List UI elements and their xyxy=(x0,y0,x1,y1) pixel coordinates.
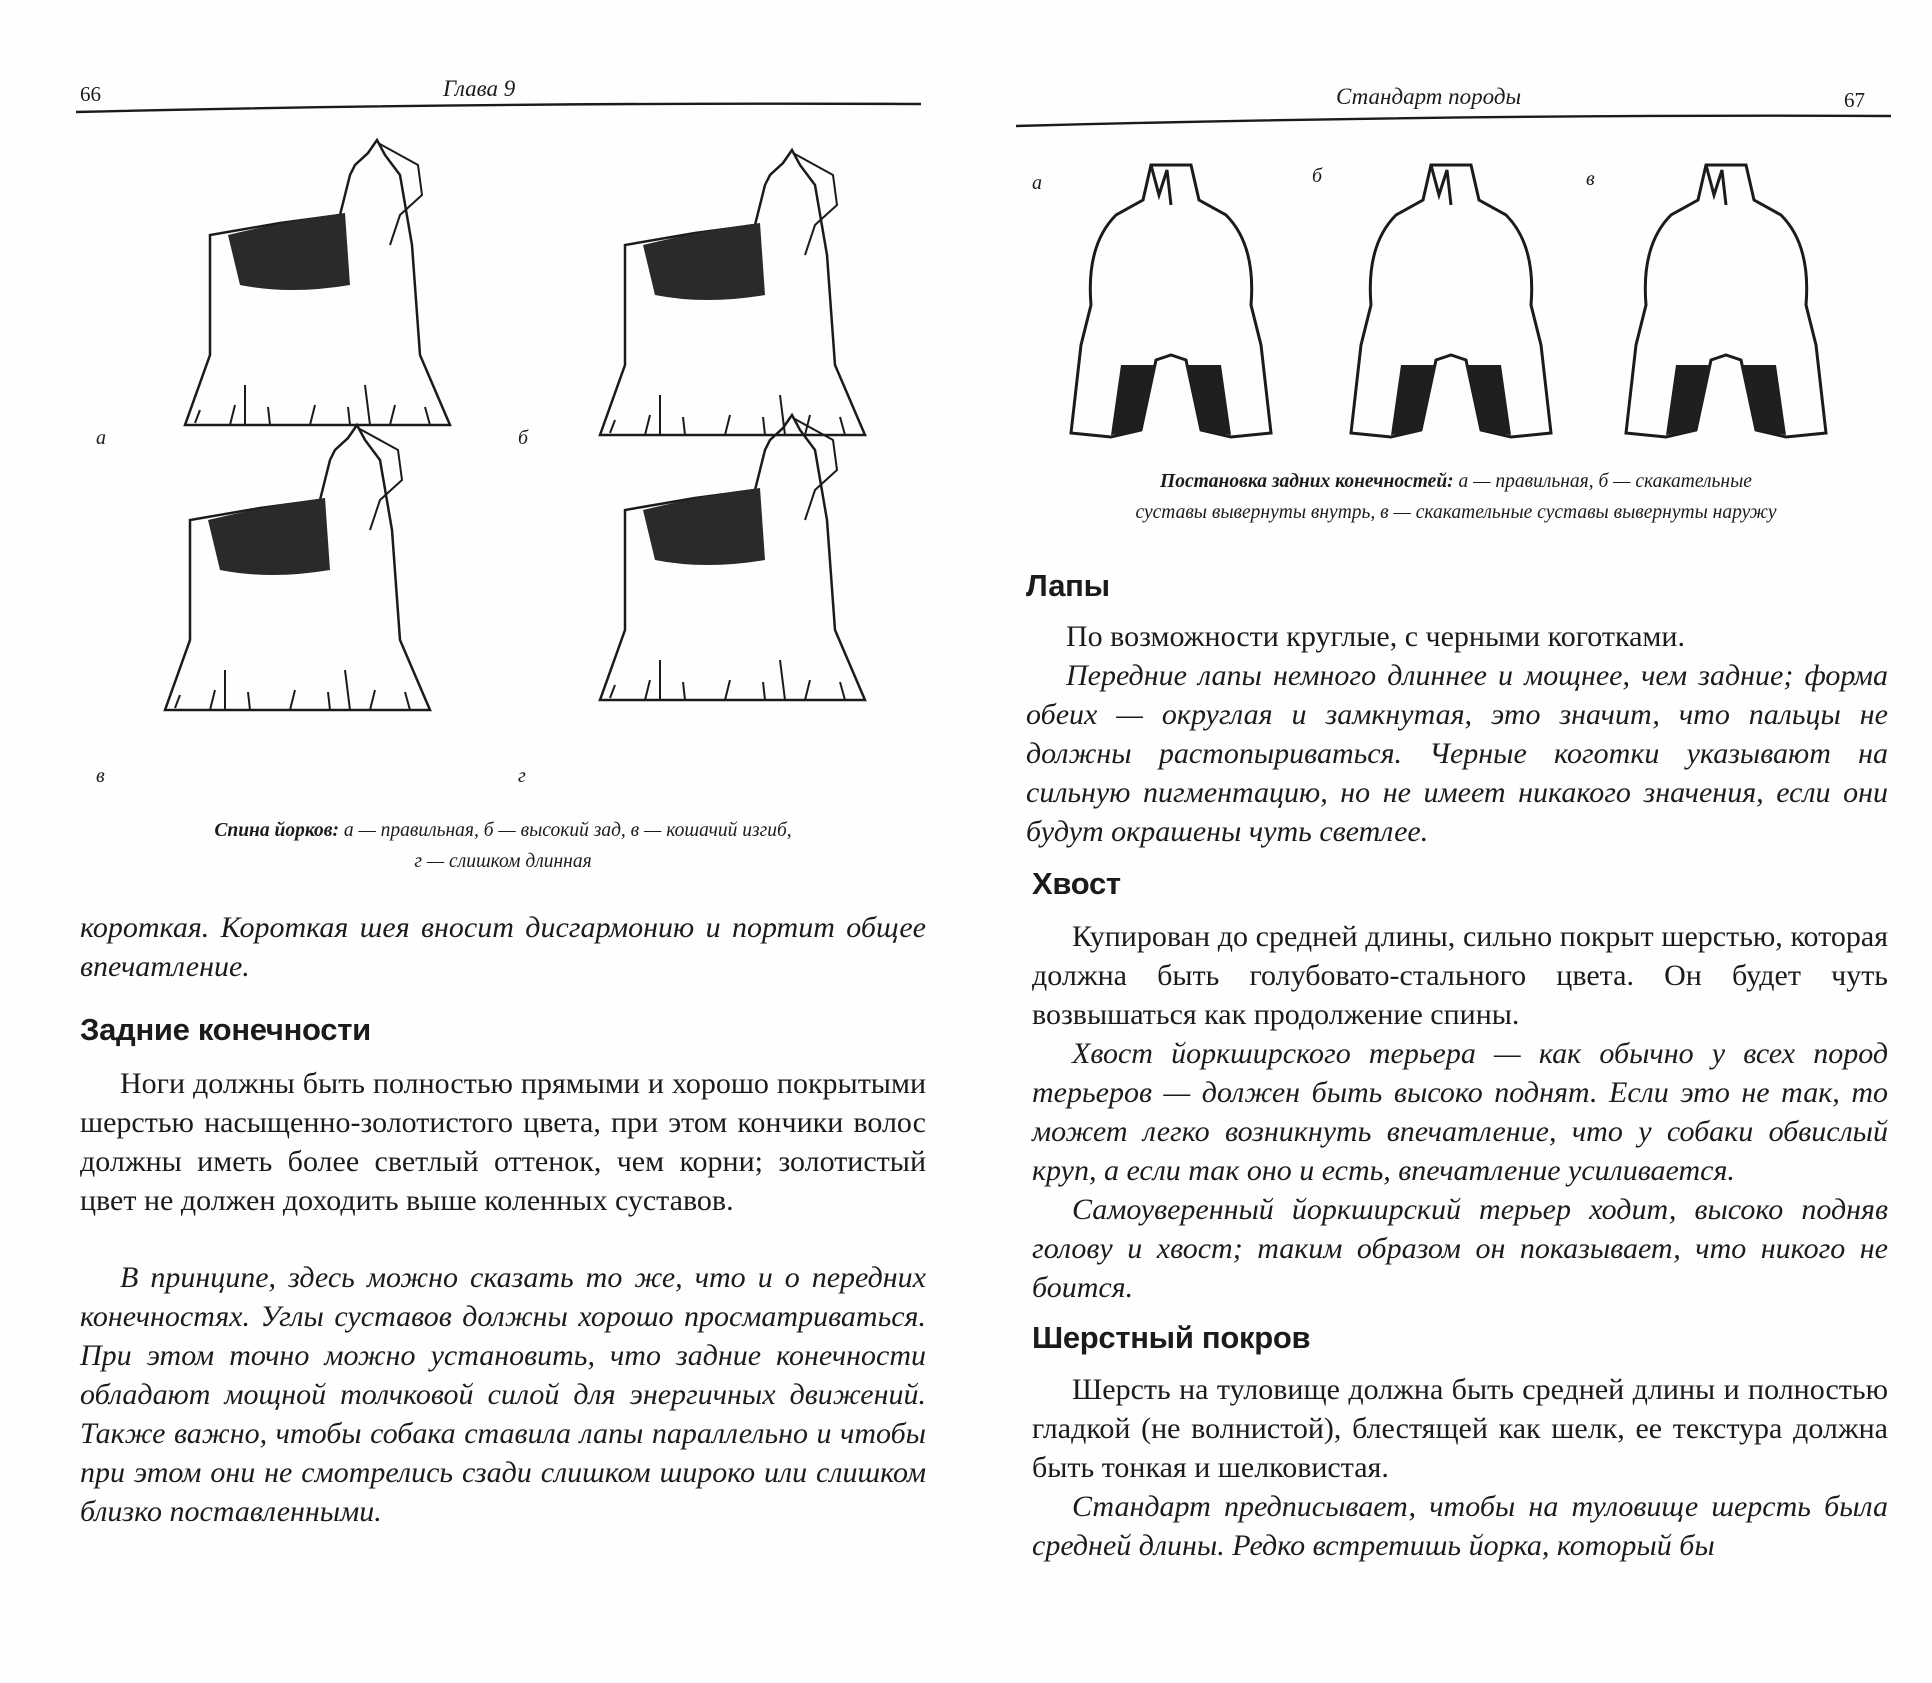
hind-legs-drawing-v xyxy=(1626,165,1826,437)
panel-letter-a: а xyxy=(96,427,106,449)
yorkie-illustrations xyxy=(90,135,910,785)
right-page xyxy=(966,0,1932,1683)
hind-legs-drawing-a xyxy=(1071,165,1271,437)
paragraph-tail-italic-2: Самоуверенный йоркширский терьер ходит, высоко подняв голову и хвост; таким образом он показывает, что никого не боится. xyxy=(1032,1193,1888,1304)
paragraph-coat: Шерсть на туловище должна быть средней длины и полностью гладкой (не волнистой), блестящей как шелк, ее текстура должна быть тонкая и шелковистая. xyxy=(1032,1373,1888,1484)
panel-letter-g: г xyxy=(518,765,526,787)
yorkie-back-figure xyxy=(90,135,910,785)
header-rule-right xyxy=(1016,106,1896,130)
hind-panel-letter-v: в xyxy=(1586,168,1595,190)
page-number-left: 66 xyxy=(80,82,101,106)
caption-line-1 xyxy=(78,815,928,846)
yorkie-drawing-b xyxy=(600,150,865,435)
hind-panel-letter-b: б xyxy=(1312,165,1323,187)
panel-letter-b: б xyxy=(518,427,529,449)
yorkie-drawing-v xyxy=(165,425,430,710)
running-head-right: Стандарт породы xyxy=(1336,84,1522,109)
yorkie-drawing-a xyxy=(185,140,450,425)
panel-letter-v: в xyxy=(96,765,105,787)
paragraph-paws: По возможности круглые, с черными коготками. xyxy=(1066,620,1685,653)
paragraph-coat-italic: Стандарт предписывает, чтобы на туловище шерсть была средней длины. Редко встретишь йорка, который бы xyxy=(1032,1490,1888,1562)
figure-caption-right xyxy=(1016,466,1896,528)
figure-caption-left xyxy=(78,815,928,877)
yorkie-drawing-g xyxy=(600,415,865,700)
caption-text-2: г — слишком длинная xyxy=(414,851,592,872)
paragraph-hind-limbs: Ноги должны быть полностью прямыми и хорошо покрытыми шерстью насыщенно-золотистого цвета, при этом кончики волос должны иметь более светлый оттенок, чем корни; золотистый цвет не должен доходить выше коленных суставов. xyxy=(80,1067,926,1217)
caption-text-1: а — правильная, б — высокий зад, в — кошачий изгиб, xyxy=(343,820,792,841)
hind-caption-text-2: суставы вывернуты внутрь, в — скакательные суставы вывернуты наружу xyxy=(1135,502,1777,523)
hind-caption-line-1 xyxy=(1016,466,1896,497)
paragraph-hind-limbs-italic: В принципе, здесь можно сказать то же, что и о передних конечностях. Углы суставов должны хорошо просматриваться. При этом точно можно установить, что задние конечности обладают мощной толчковой силой для энергичных движений. Также важно, чтобы собака ставила лапы параллельно и чтобы при этом они не смотрелись сзади слишком широко или слишком близко поставленными. xyxy=(80,1261,926,1528)
heading-hind-limbs: Задние конечности xyxy=(80,1012,371,1047)
paragraph-tail-italic: Хвост йоркширского терьера — как обычно у всех пород терьеров — должен быть высоко поднят. Если это не так, то может легко возникнуть впечатление, что у собаки обвислый круп, а если так оно и есть, впечатление усиливается. xyxy=(1032,1037,1888,1187)
heading-tail: Хвост xyxy=(1032,866,1121,901)
hind-legs-drawing-b xyxy=(1351,165,1551,437)
caption-title: Спина йорков: xyxy=(214,820,339,841)
header-rule-left xyxy=(76,90,926,120)
running-head-left: Глава 9 xyxy=(443,76,516,101)
paragraph-paws-italic: Передние лапы немного длиннее и мощнее, чем задние; форма обеих — округлая и замкнутая, это значит, что пальцы не должны растопыриваться. Черные коготки указывают на сильную пигментацию, но не имеет никакого значения, если они будут окрашены чуть светлее. xyxy=(1026,659,1888,848)
heading-coat: Шерстный покров xyxy=(1032,1320,1311,1355)
hind-caption-text-1: а — правильная, б — скакательные xyxy=(1458,471,1752,492)
heading-paws: Лапы xyxy=(1026,568,1110,603)
hind-panel-letter-a: а xyxy=(1032,172,1042,194)
paragraph-tail: Купирован до средней длины, сильно покрыт шерстью, которая должна быть голубовато-стального цвета. Он будет чуть возвышаться как продолжение спины. xyxy=(1032,920,1888,1031)
hind-legs-figure xyxy=(1026,150,1886,450)
hind-legs-illustrations xyxy=(1026,150,1886,450)
page-number-right: 67 xyxy=(1844,88,1865,112)
continuation-paragraph: короткая. Короткая шея вносит дисгармонию и портит общее впечатление. xyxy=(80,911,926,983)
hind-caption-title: Постановка задних конечностей: xyxy=(1160,471,1454,492)
